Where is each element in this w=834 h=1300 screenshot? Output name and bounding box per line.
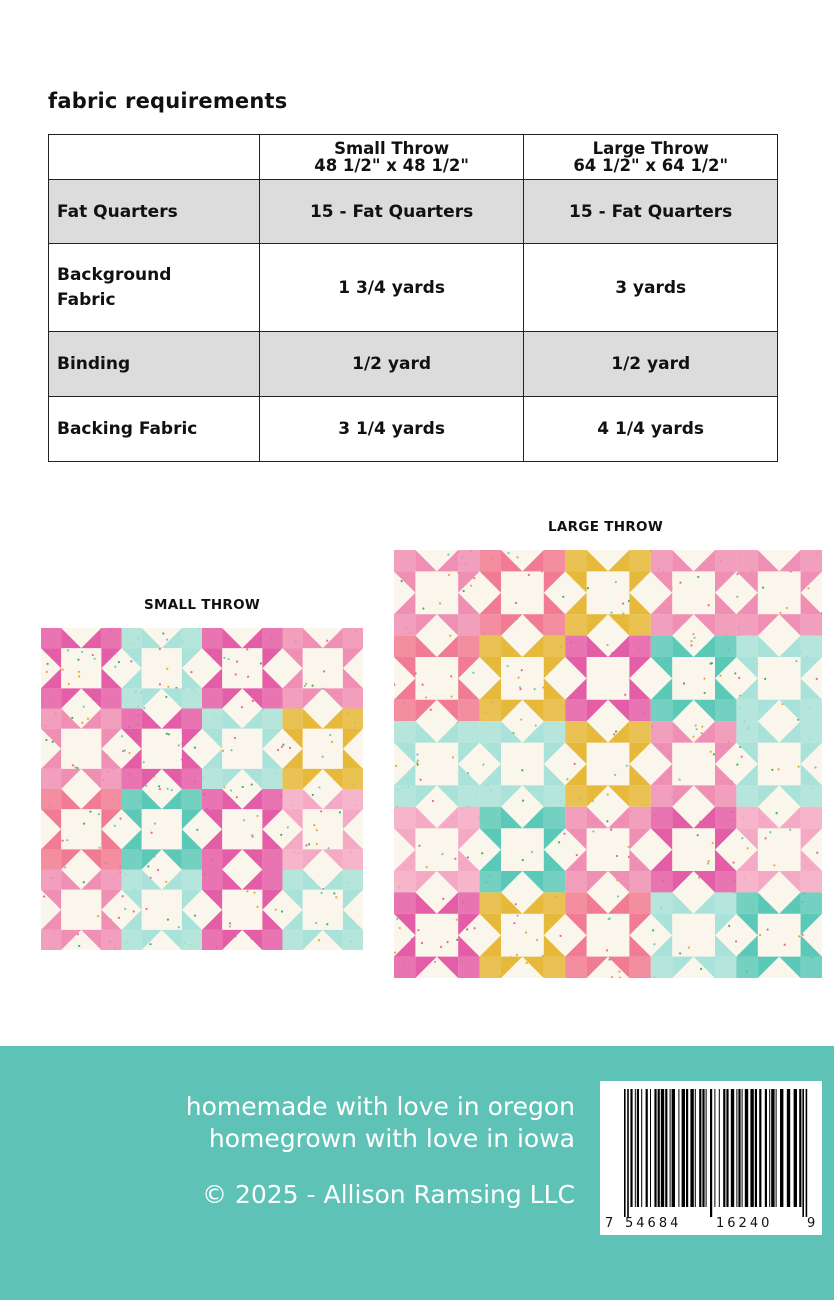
row-label: Fat Quarters — [49, 180, 260, 244]
large-throw-label: LARGE THROW — [548, 519, 664, 535]
footer-line-iowa: homegrown with love in iowa — [208, 1124, 575, 1153]
barcode-bars — [600, 1081, 822, 1235]
large-throw-header — [524, 135, 778, 180]
row-label — [49, 244, 260, 332]
small-value: 1/2 yard — [259, 332, 524, 397]
large-value: 3 yards — [524, 244, 778, 332]
row-label: Backing Fabric — [49, 397, 260, 462]
large-value: 4 1/4 yards — [524, 397, 778, 462]
small-throw-quilt-image — [41, 628, 363, 950]
table-row-fat-quarters — [49, 180, 778, 244]
table-row-background-fabric — [49, 244, 778, 332]
row-label-line1: Background — [57, 264, 172, 285]
barcode-digits-left: 54684 — [625, 1216, 682, 1231]
small-throw-header — [259, 135, 524, 180]
small-value: 15 - Fat Quarters — [259, 180, 524, 244]
footer-line-oregon: homemade with love in oregon — [185, 1092, 575, 1121]
small-throw-title: Small Throw — [334, 139, 450, 158]
small-value: 3 1/4 yards — [259, 397, 524, 462]
small-value: 1 3/4 yards — [259, 244, 524, 332]
quilt-pattern — [41, 628, 363, 950]
table-row-binding — [49, 332, 778, 397]
barcode-digits-right: 16240 — [716, 1216, 773, 1231]
table-header-row — [49, 135, 778, 180]
barcode — [600, 1081, 822, 1235]
fabric-requirements-table — [48, 134, 778, 462]
large-value: 15 - Fat Quarters — [524, 180, 778, 244]
row-label: Binding — [49, 332, 260, 397]
barcode-digit-first: 7 — [605, 1216, 614, 1231]
fabric-requirements-heading: fabric requirements — [48, 89, 288, 113]
large-throw-size: 64 1/2" x 64 1/2" — [573, 156, 729, 175]
empty-header-cell — [49, 135, 260, 180]
large-throw-quilt-image — [394, 550, 822, 978]
small-throw-label: SMALL THROW — [144, 597, 261, 613]
row-label-line2: Fabric — [57, 289, 116, 310]
table-row-backing-fabric — [49, 397, 778, 462]
large-value: 1/2 yard — [524, 332, 778, 397]
small-throw-size: 48 1/2" x 48 1/2" — [314, 156, 469, 175]
copyright-text: © 2025 - Allison Ramsing LLC — [202, 1180, 575, 1209]
large-throw-title: Large Throw — [592, 139, 709, 158]
barcode-digit-last: 9 — [807, 1216, 816, 1231]
quilt-pattern — [394, 550, 822, 978]
